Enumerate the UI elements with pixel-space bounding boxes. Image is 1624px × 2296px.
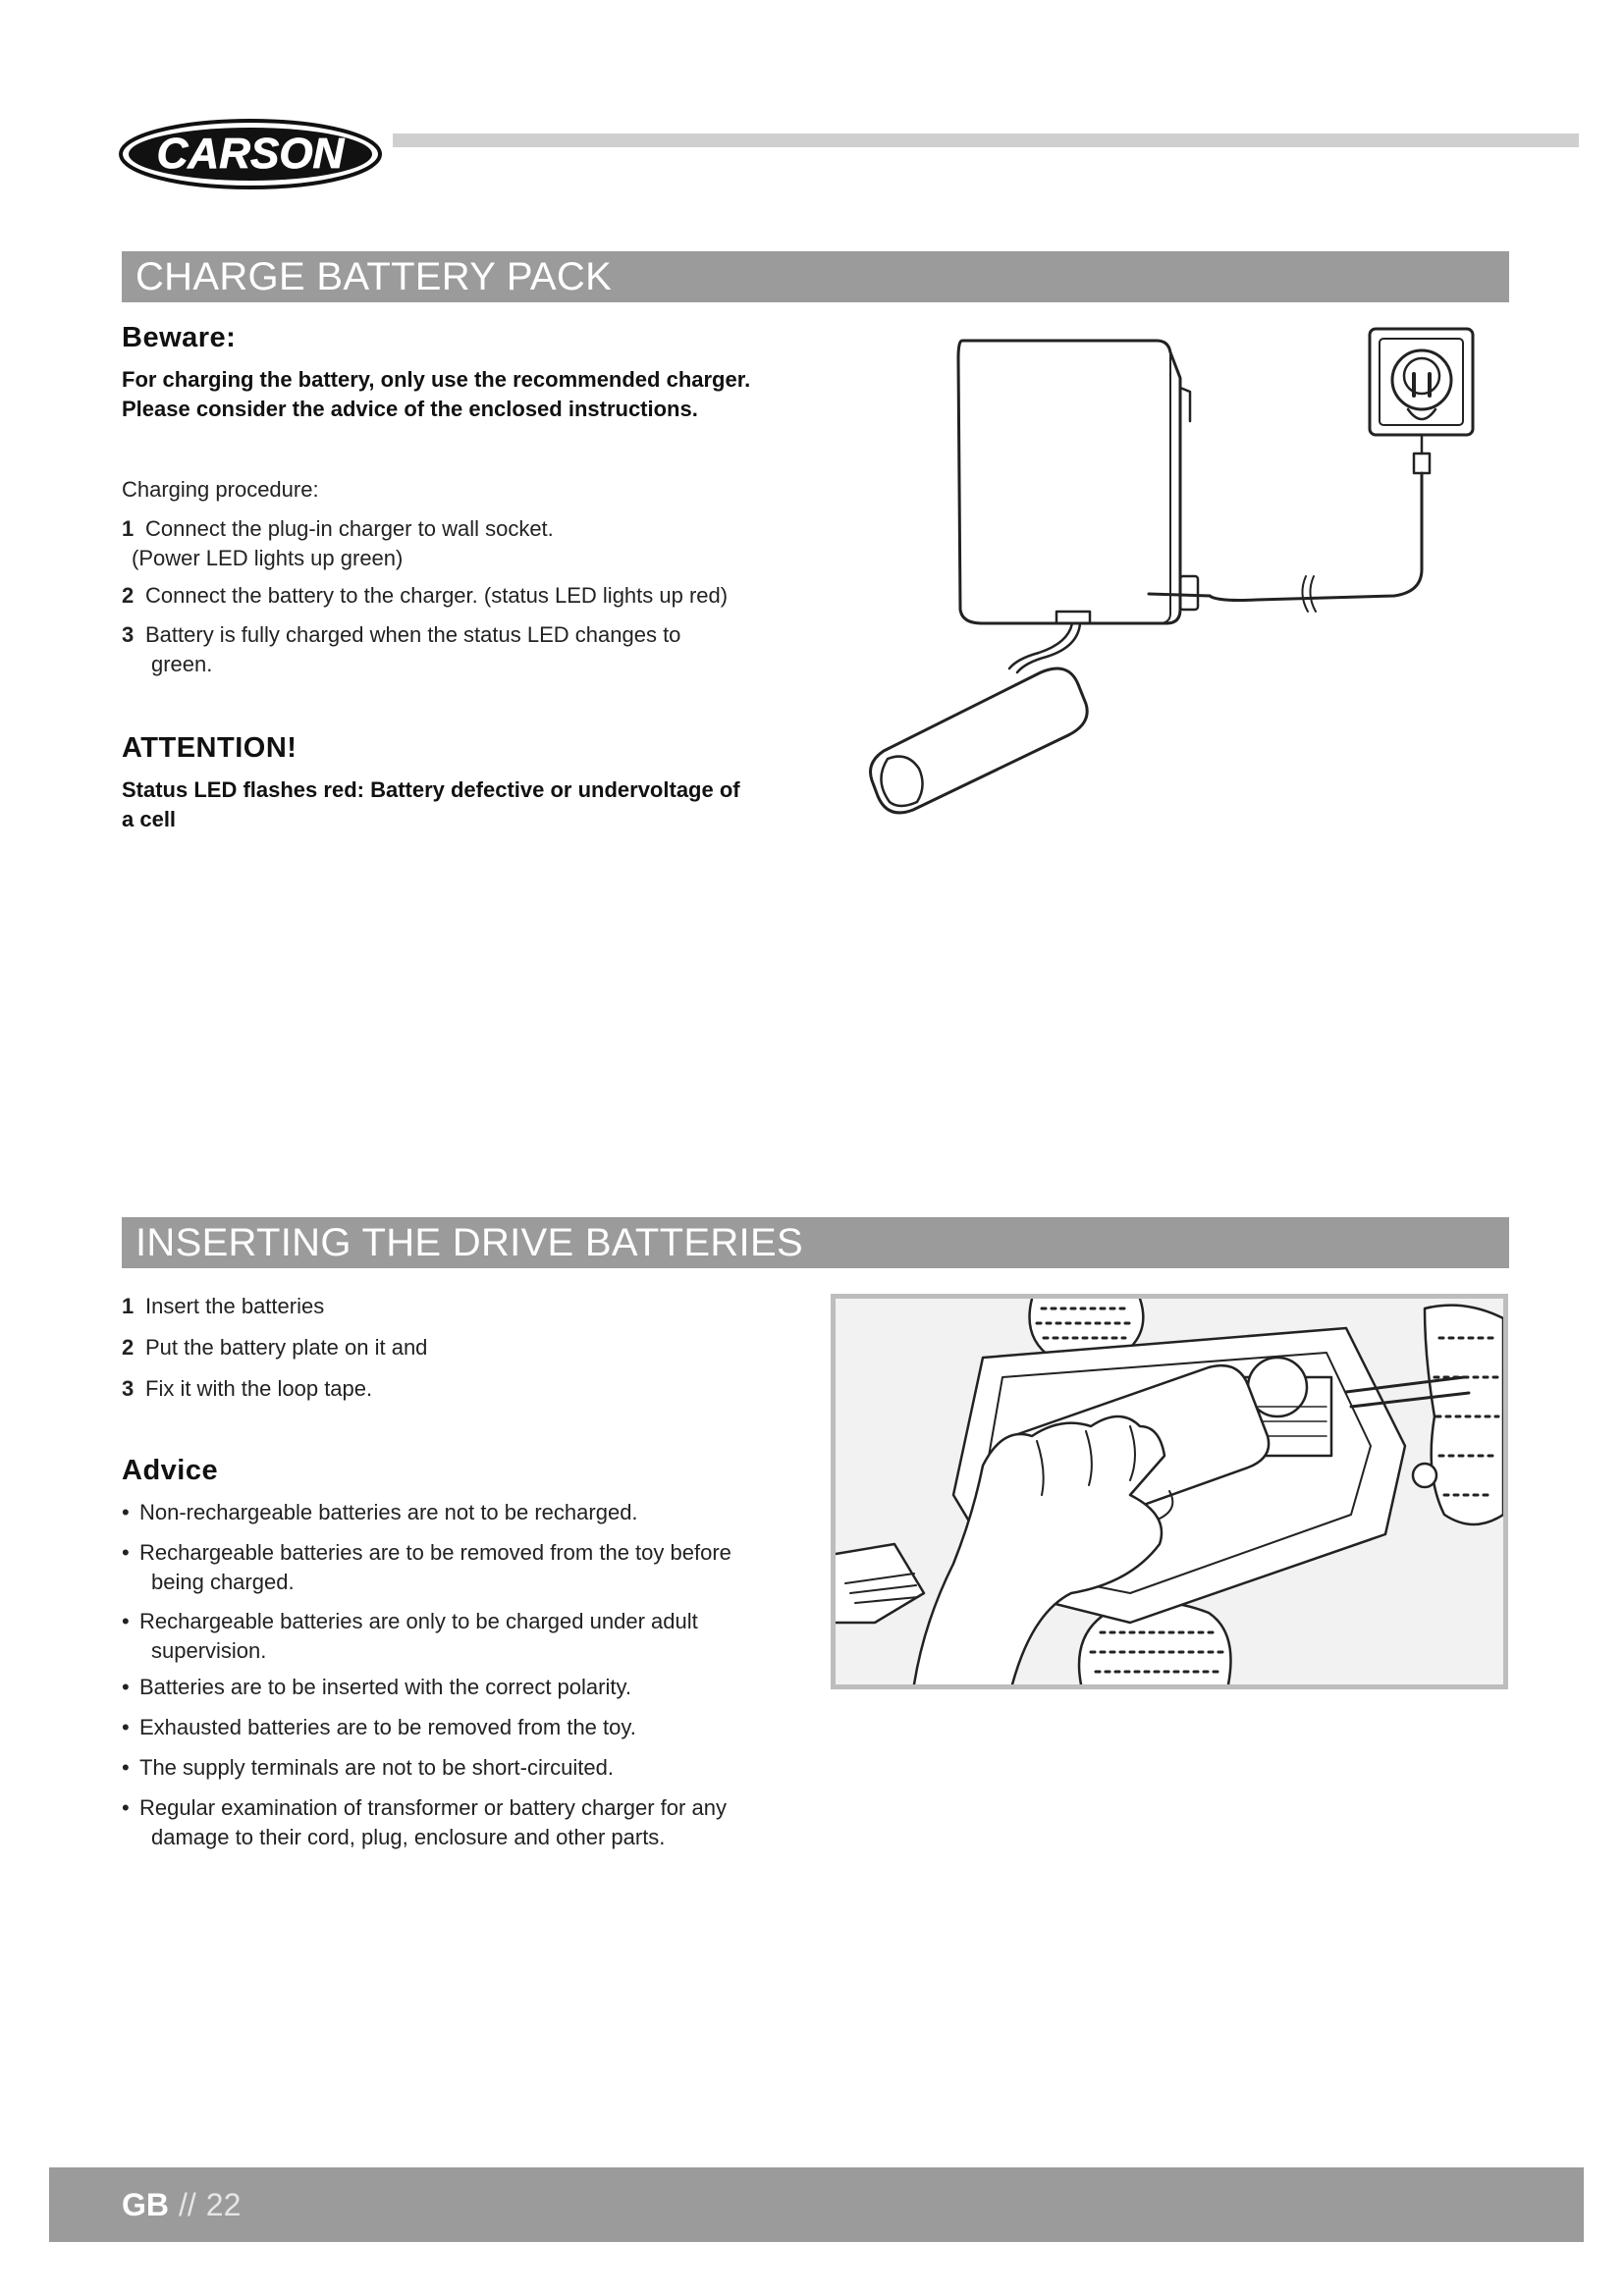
footer-page-number: 22 xyxy=(205,2187,242,2222)
footer-separator: // xyxy=(179,2187,196,2222)
advice-text: Regular examination of transformer or battery charger for any xyxy=(139,1795,727,1820)
step-text: Fix it with the loop tape. xyxy=(145,1376,373,1401)
insert-step-3 xyxy=(122,1374,372,1404)
advice-text-cont: damage to their cord, plug, enclosure and other parts. xyxy=(151,1825,666,1849)
advice-item: • Rechargeable batteries are to be removed from the toy before being charged. xyxy=(122,1538,846,1597)
beware-heading: Beware: xyxy=(122,322,237,353)
attention-line-2: a cell xyxy=(122,807,177,831)
step-number: 1 xyxy=(122,1294,135,1318)
step-number: 2 xyxy=(122,1335,135,1360)
advice-item: • Batteries are to be inserted with the correct polarity. xyxy=(122,1675,631,1699)
step-text-cont: green. xyxy=(151,652,213,676)
advice-text: Non-rechargeable batteries are not to be recharged. xyxy=(139,1500,638,1524)
brand-text: CARSON xyxy=(156,130,345,178)
attention-line-1: Status LED flashes red: Battery defective or undervoltage of xyxy=(122,777,740,802)
advice-item: • Rechargeable batteries are only to be charged under adult supervision. xyxy=(122,1607,846,1666)
wheel-icon xyxy=(1425,1306,1503,1524)
beware-line-1: For charging the battery, only use the recommended charger. xyxy=(122,367,751,392)
step-number: 2 xyxy=(122,583,135,608)
insert-step-1 xyxy=(122,1292,324,1321)
battery-pack-icon xyxy=(871,668,1088,813)
charger-box-icon xyxy=(958,341,1180,623)
advice-text: The supply terminals are not to be short-circuited. xyxy=(139,1755,615,1780)
step-text: Insert the batteries xyxy=(145,1294,325,1318)
footer-bar xyxy=(49,2167,1584,2242)
advice-text: Exhausted batteries are to be removed from the toy. xyxy=(139,1715,636,1739)
step-number: 3 xyxy=(122,1376,135,1401)
step-text: Connect the plug-in charger to wall socket. xyxy=(145,516,554,541)
advice-item: • Exhausted batteries are to be removed from the toy. xyxy=(122,1715,636,1739)
advice-item: • Non-rechargeable batteries are not to be recharged. xyxy=(122,1500,638,1524)
header-rule xyxy=(393,133,1579,147)
charge-step-2 xyxy=(122,581,829,611)
carson-logo xyxy=(116,116,386,192)
step-text: Connect the battery to the charger. (status LED lights up red) xyxy=(145,583,729,608)
advice-heading: Advice xyxy=(122,1455,219,1486)
plug-icon xyxy=(1414,454,1430,473)
advice-item: • The supply terminals are not to be short-circuited. xyxy=(122,1755,615,1780)
procedure-label: Charging procedure: xyxy=(122,477,319,502)
insert-step-2 xyxy=(122,1333,427,1362)
advice-text: Rechargeable batteries are to be removed from the toy before xyxy=(139,1540,731,1565)
advice-text-cont: being charged. xyxy=(151,1570,295,1594)
advice-text-cont: supervision. xyxy=(151,1638,267,1663)
step-number: 3 xyxy=(122,622,135,647)
step-text: Put the battery plate on it and xyxy=(145,1335,428,1360)
charger-illustration xyxy=(844,319,1492,854)
advice-item: • Regular examination of transformer or battery charger for any damage to their cord, plug, enclosure and other parts. xyxy=(122,1793,846,1852)
footer-lang: GB xyxy=(122,2187,169,2222)
attention-heading: ATTENTION! xyxy=(122,732,298,764)
insert-batteries-illustration xyxy=(831,1294,1508,1689)
step-number: 1 xyxy=(122,516,135,541)
footer-page-label xyxy=(122,2185,241,2224)
section-title-insert: INSERTING THE DRIVE BATTERIES xyxy=(122,1217,1509,1268)
advice-text: Rechargeable batteries are only to be charged under adult xyxy=(139,1609,698,1633)
beware-line-2: Please consider the advice of the enclosed instructions. xyxy=(122,397,698,421)
step-text: Battery is fully charged when the status LED changes to xyxy=(145,622,681,647)
step-text-cont: (Power LED lights up green) xyxy=(132,546,404,570)
advice-text: Batteries are to be inserted with the correct polarity. xyxy=(139,1675,631,1699)
section-title-charge: CHARGE BATTERY PACK xyxy=(122,251,1509,302)
charge-step-3 xyxy=(122,620,829,679)
charge-step-1 xyxy=(122,514,809,573)
